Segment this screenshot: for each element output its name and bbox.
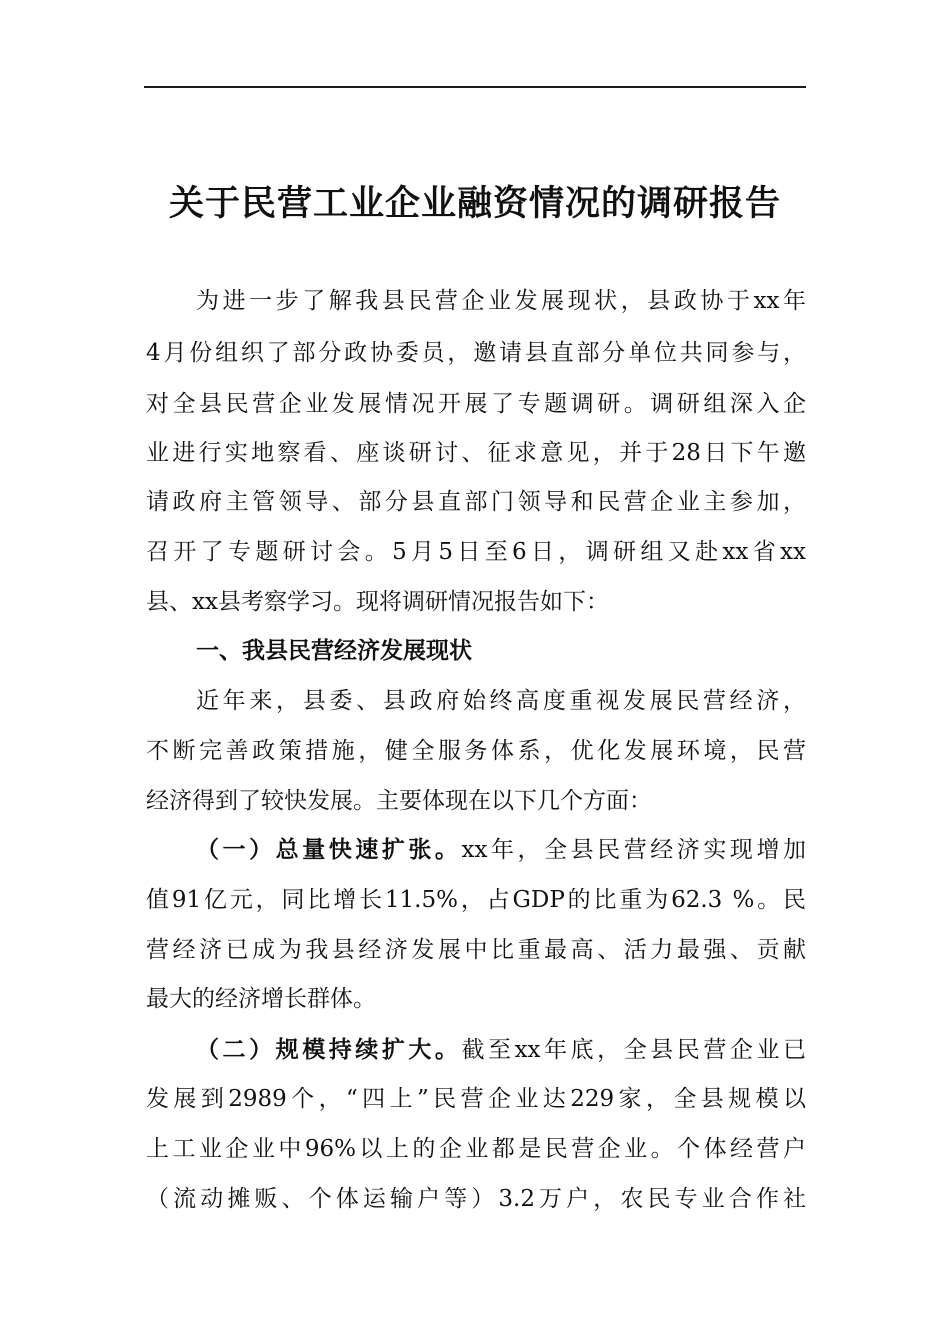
intro-line: 对全县民营企业发展情况开展了专题调研。调研组深入企 xyxy=(146,391,806,417)
intro-line: 业进行实地察看、座谈研讨、征求意见，并于28日下午邀 xyxy=(146,440,806,466)
intro-line: 请政府主管领导、部分县直部门领导和民营企业主参加， xyxy=(146,489,806,515)
intro-line: 为进一步了解我县民营企业发展现状，县政协于xx年 xyxy=(196,288,806,314)
item-text: 截至xx年底，全县民营企业已 xyxy=(461,1037,806,1063)
intro-line: 召开了专题研讨会。5月5日至6日，调研组又赴xx省xx xyxy=(146,539,806,565)
section-line: 经济得到了较快发展。主要体现在以下几个方面： xyxy=(146,788,652,814)
item-line: （流动摊贩、个体运输户等）3.2万户，农民专业合作社 xyxy=(146,1186,806,1212)
item-first-line xyxy=(196,1035,806,1065)
item-first-line xyxy=(196,835,806,865)
item-text: xx年，全县民营经济实现增加 xyxy=(461,837,806,863)
header-rule xyxy=(144,86,806,88)
item-line: 值91亿元，同比增长11.5%，占GDP的比重为62.3 %。民 xyxy=(146,887,806,913)
intro-line: 县、xx县考察学习。现将调研情况报告如下： xyxy=(146,589,609,615)
section-line: 不断完善政策措施，健全服务体系，优化发展环境，民营 xyxy=(146,738,806,764)
intro-line: 4月份组织了部分政协委员，邀请县直部分单位共同参与， xyxy=(146,340,806,366)
item-heading: （二）规模持续扩大。 xyxy=(196,1036,462,1063)
item-line: 发展到2989个，“四上”民营企业达229家，全县规模以 xyxy=(146,1086,806,1112)
section-line: 近年来，县委、县政府始终高度重视发展民营经济， xyxy=(196,688,806,714)
item-line: 营经济已成为我县经济发展中比重最高、活力最强、贡献 xyxy=(146,937,806,963)
item-line: 最大的经济增长群体。 xyxy=(146,986,376,1012)
item-heading: （一）总量快速扩张。 xyxy=(196,836,462,863)
item-line: 上工业企业中96%以上的企业都是民营企业。个体经营户 xyxy=(146,1136,806,1162)
section-heading: 一、我县民营经济发展现状 xyxy=(196,638,472,664)
document-title: 关于民营工业企业融资情况的调研报告 xyxy=(168,184,781,224)
